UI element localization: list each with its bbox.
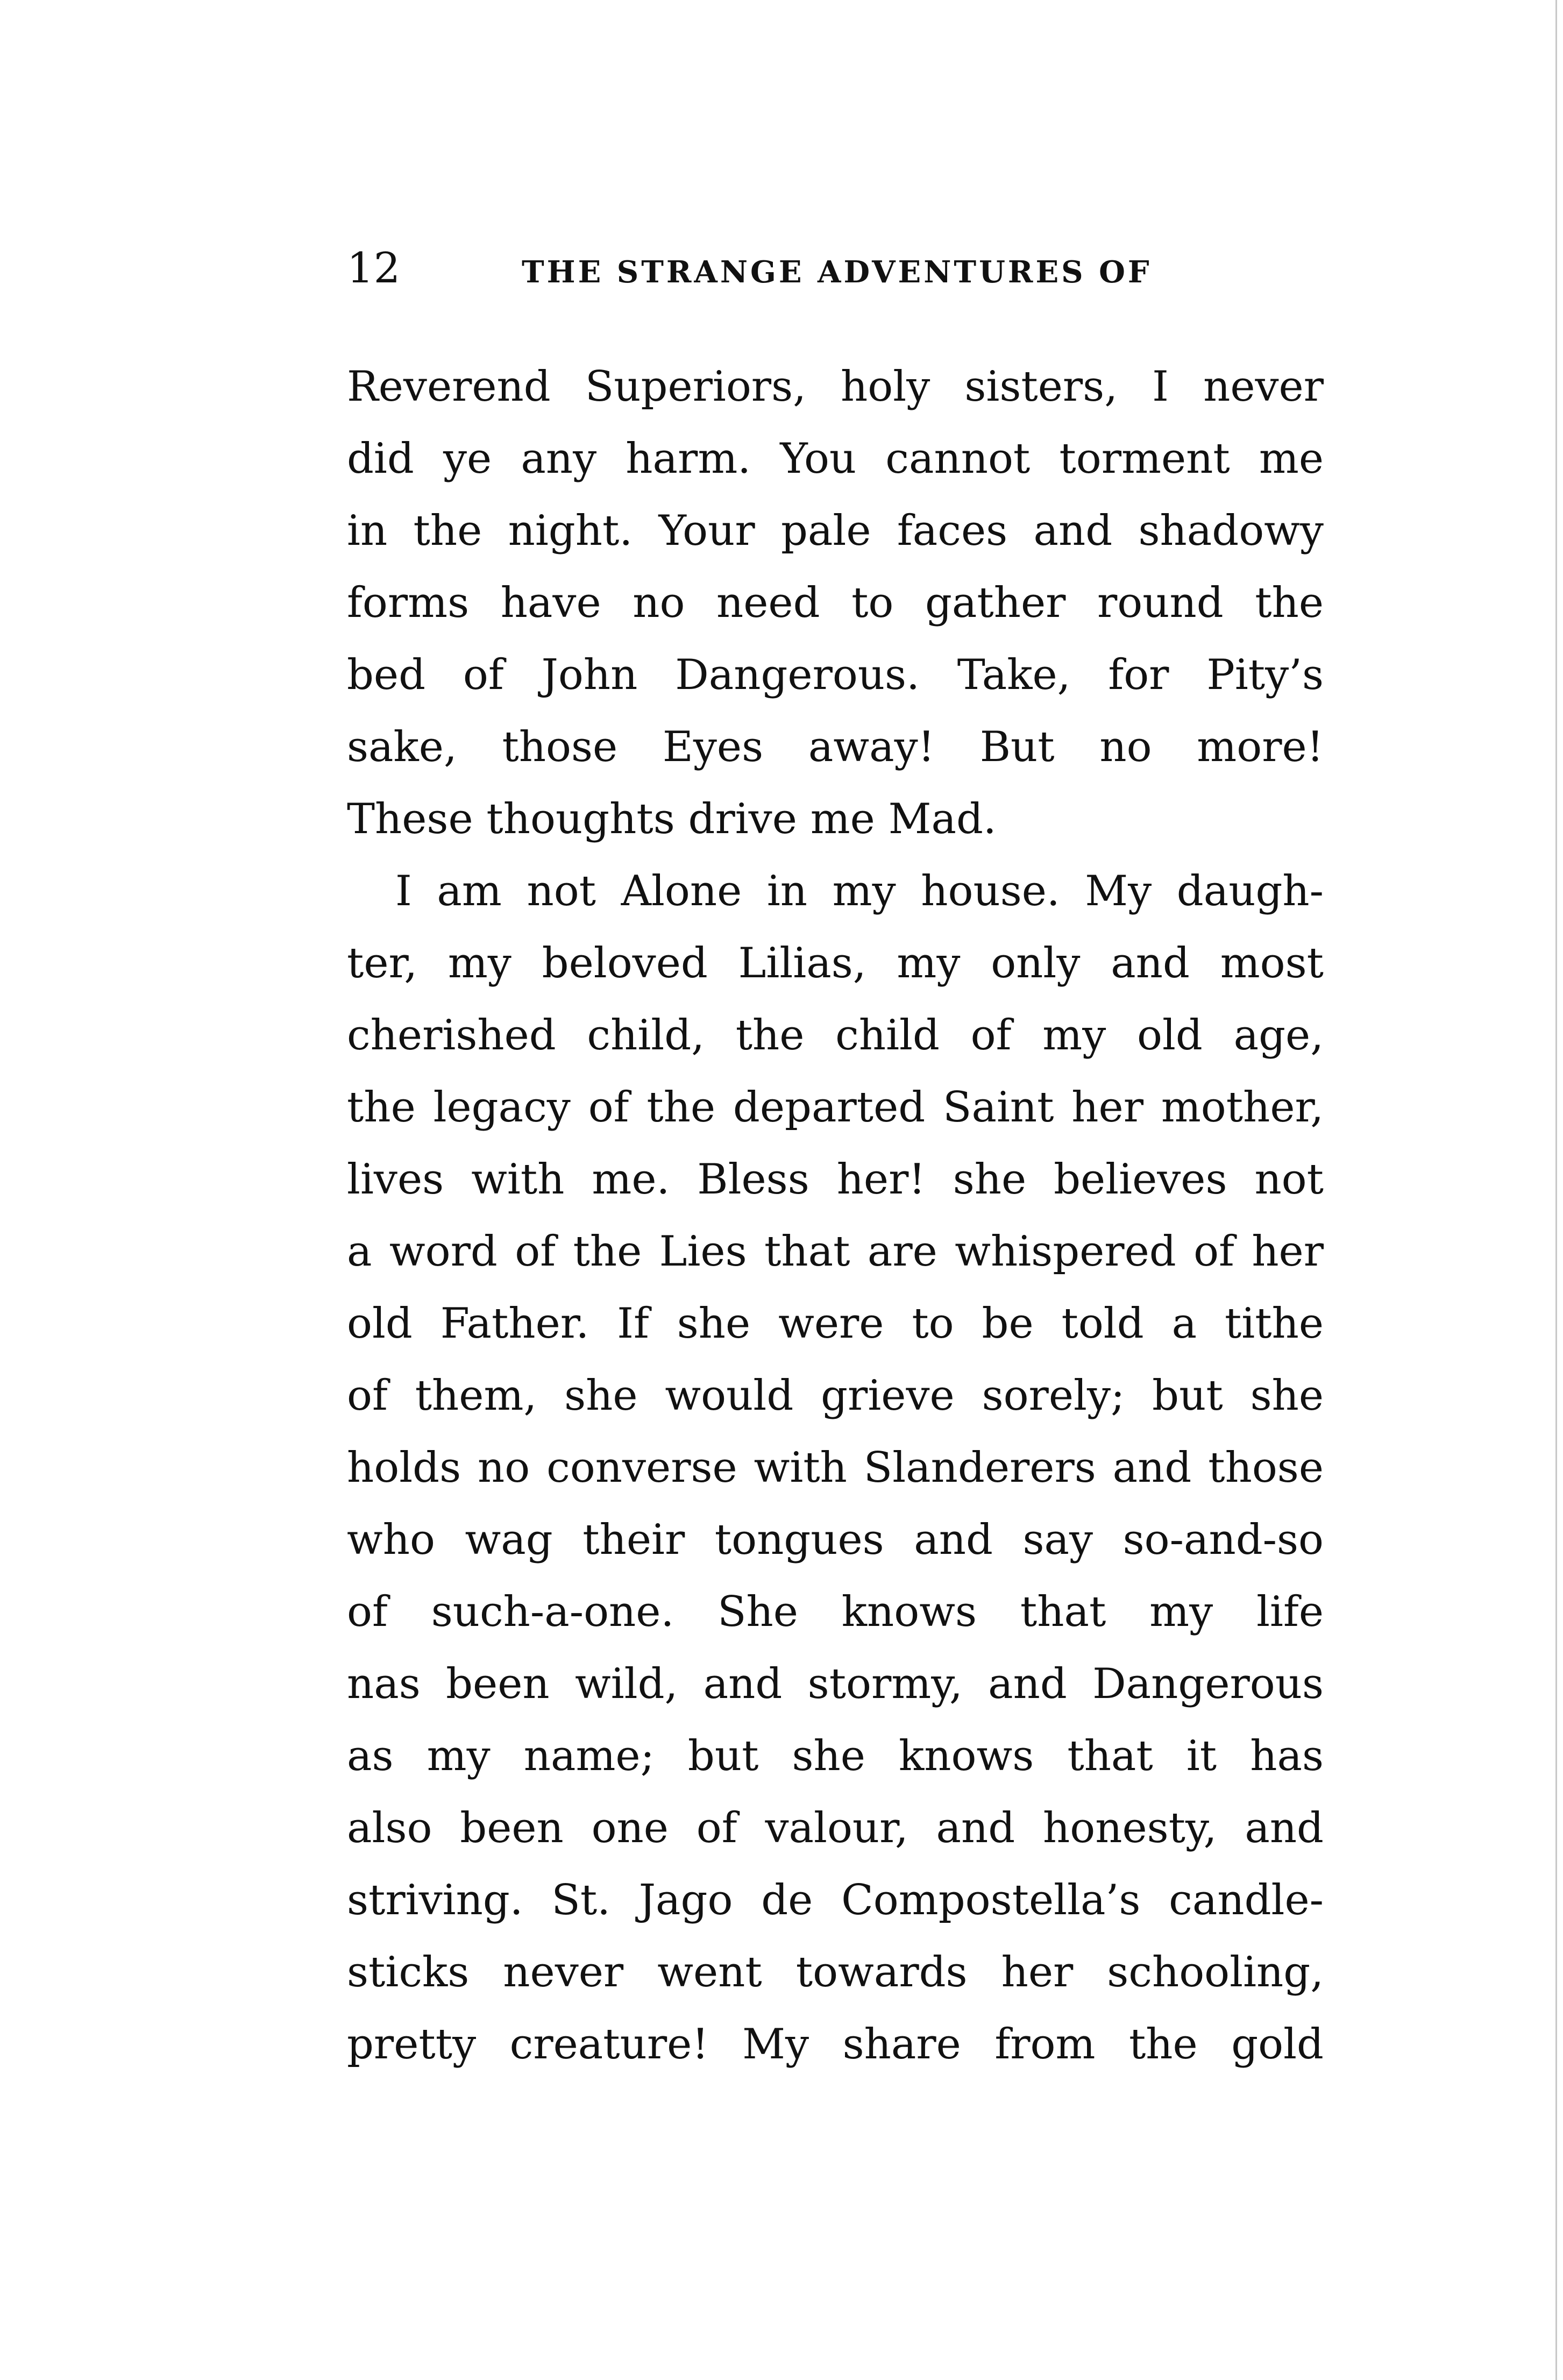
running-head: THE STRANGE ADVENTURES OF	[522, 254, 1152, 290]
page-number: 12	[347, 244, 401, 293]
text-line: These thoughts drive me Mad.	[347, 795, 997, 843]
text-line: who wag their tongues and say so-and-so	[347, 1516, 1324, 1564]
text-line: a word of the Lies that are whispered of her	[347, 1227, 1324, 1276]
text-line: the legacy of the departed Saint her mother,	[347, 1083, 1324, 1132]
text-line: pretty creature! My share from the gold	[347, 2020, 1324, 2069]
text-line: as my name; but she knows that it has	[347, 1732, 1324, 1780]
text-line: Reverend Superiors, holy sisters, I never	[347, 363, 1324, 411]
scan-edge-line	[1555, 0, 1557, 2380]
text-line: of such-a-one. She knows that my life	[347, 1588, 1324, 1636]
text-line: bed of John Dangerous. Take, for Pity’s	[347, 651, 1324, 699]
body-text	[347, 351, 1324, 2080]
text-line: I am not Alone in my house. My daugh-	[395, 867, 1324, 915]
text-line: ter, my beloved Lilias, my only and most	[347, 939, 1324, 987]
text-line: lives with me. Bless her! she believes not	[347, 1155, 1324, 1204]
text-line: sake, those Eyes away! But no more!	[347, 723, 1324, 771]
text-line: of them, she would grieve sorely; but she	[347, 1372, 1324, 1420]
text-line: striving. St. Jago de Compostella’s candle-	[347, 1876, 1324, 1924]
text-line: cherished child, the child of my old age,	[347, 1011, 1324, 1060]
text-line: also been one of valour, and honesty, and	[347, 1804, 1324, 1852]
text-line: nas been wild, and stormy, and Dangerous	[347, 1660, 1324, 1708]
text-line: forms have no need to gather round the	[347, 579, 1324, 627]
page-header	[347, 244, 1320, 312]
text-line: in the night. Your pale faces and shadowy	[347, 507, 1324, 555]
text-line: did ye any harm. You cannot torment me	[347, 435, 1324, 483]
text-line: sticks never went towards her schooling,	[347, 1948, 1324, 1997]
text-line: old Father. If she were to be told a tithe	[347, 1299, 1324, 1348]
text-line: holds no converse with Slanderers and those	[347, 1444, 1324, 1492]
